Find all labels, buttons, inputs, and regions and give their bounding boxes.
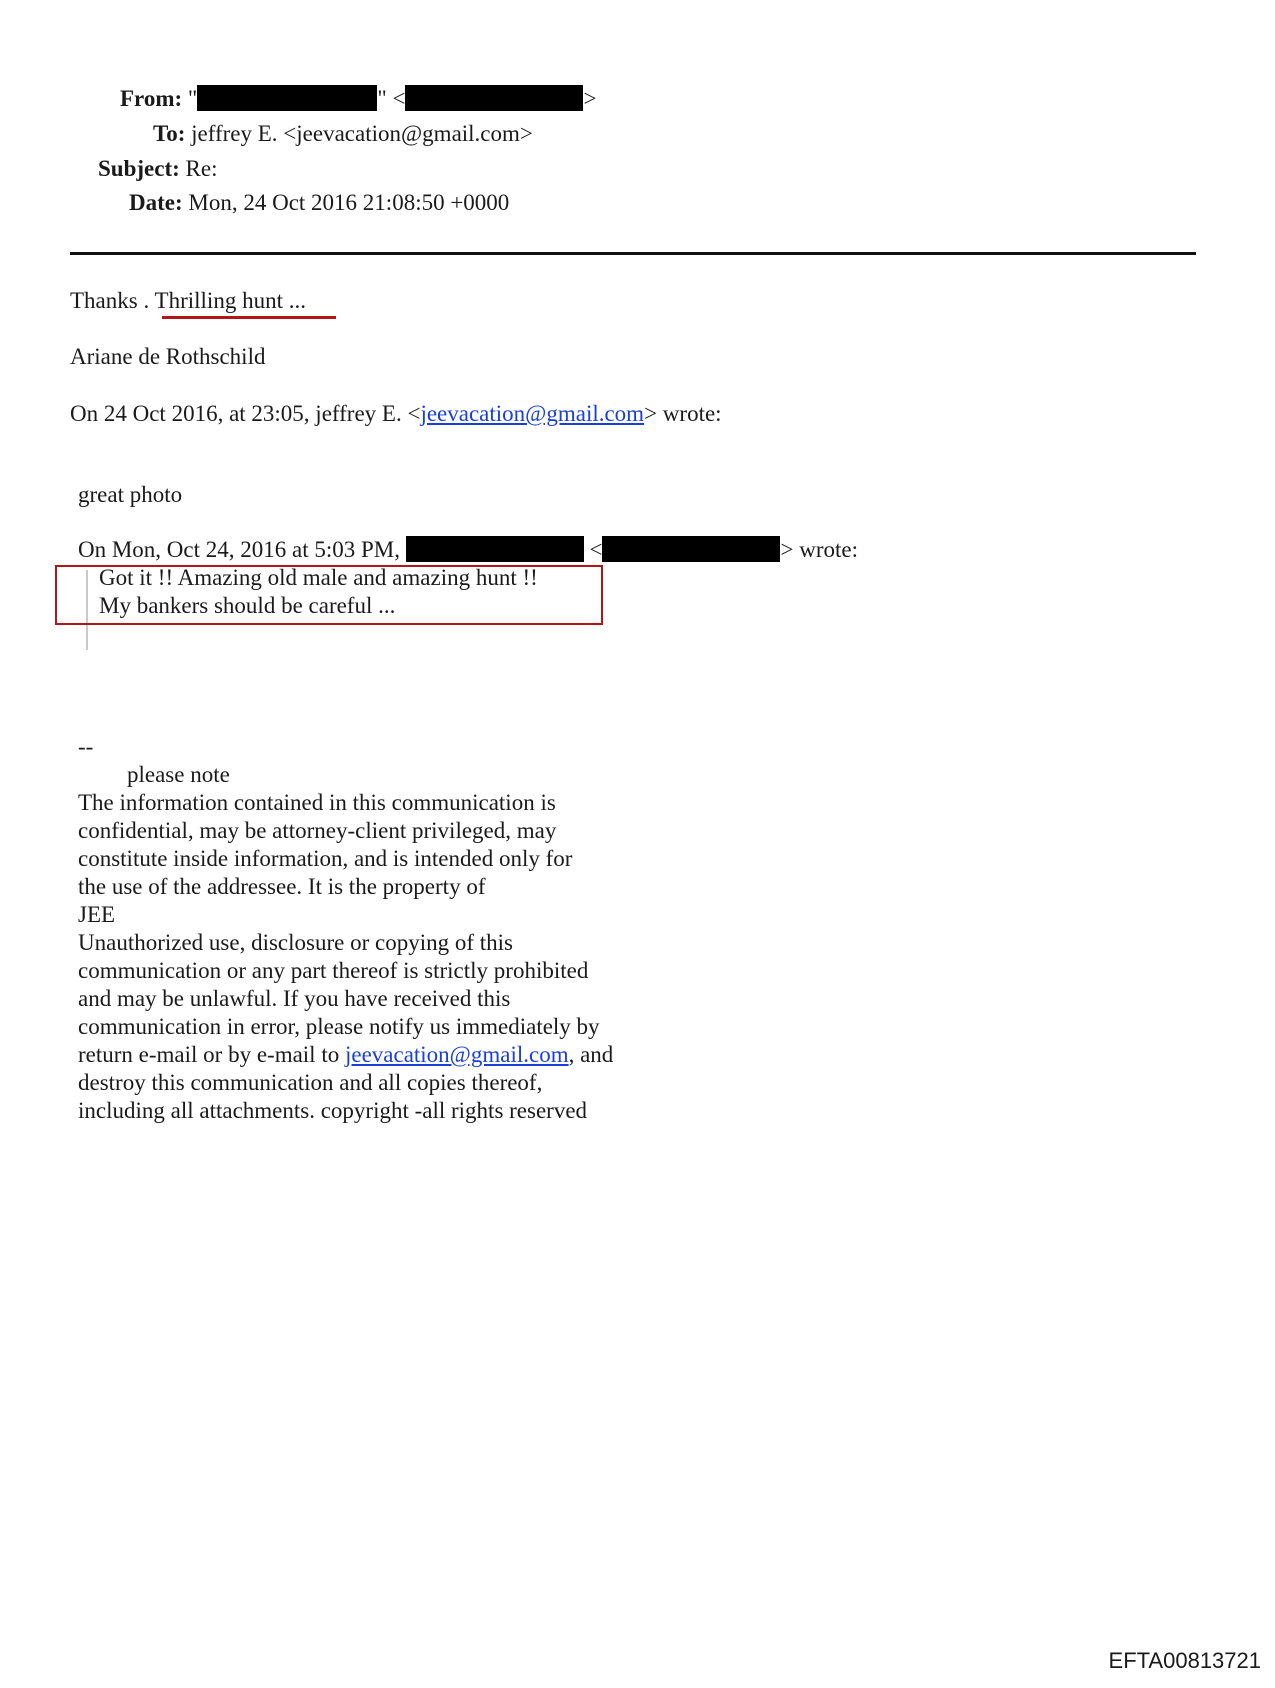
reply-line [70,287,306,315]
date-label: Date: [129,190,183,215]
disclaimer-block [78,789,613,1125]
reply-prefix: Thanks . [70,288,155,313]
attribution-1-email-link[interactable]: jeevacation@gmail.com [420,401,645,426]
attribution-2-pre: On Mon, Oct 24, 2016 at 5:03 PM, [78,537,400,562]
from-quote-close: " < [377,86,406,111]
disclaimer-line: the use of the addressee. It is the property of [78,874,486,899]
disclaimer-line: constitute inside information, and is intended only for [78,846,573,871]
disclaimer-email-link[interactable]: jeevacation@gmail.com [344,1042,569,1067]
subject-row [98,155,217,183]
redacted-sender-email [405,85,583,111]
header-divider [70,252,1196,255]
to-label: To: [153,121,186,146]
to-value: jeffrey E. <jeevacation@gmail.com> [191,121,533,146]
disclaimer-line: Unauthorized use, disclosure or copying of this [78,930,513,955]
disclaimer-line: JEE [78,902,116,927]
disclaimer-line: and may be unlawful. If you have received this [78,986,511,1011]
date-value: Mon, 24 Oct 2016 21:08:50 +0000 [188,190,510,215]
disclaimer-line: destroy this communication and all copies thereof, [78,1070,543,1095]
from-label: From: [120,86,183,111]
disclaimer-link-line [78,1041,613,1069]
quoted-reply: great photo [78,482,183,507]
from-close: > [583,86,597,111]
quoted-line-1: Got it !! Amazing old male and amazing hunt !! [99,565,538,590]
redacted-original-email [602,536,780,562]
disclaimer-line: confidential, may be attorney-client privileged, may [78,818,557,843]
subject-value: Re: [185,156,218,181]
to-row [153,120,533,148]
attribution-2-post: > wrote: [780,537,858,562]
attribution-1-post: > wrote: [644,401,722,426]
attribution-1-pre: On 24 Oct 2016, at 23:05, jeffrey E. < [70,401,421,426]
disclaimer-line: communication or any part thereof is strictly prohibited [78,958,589,983]
document-id: EFTA00813721 [1108,1648,1261,1673]
subject-label: Subject: [98,156,180,181]
signature-dashes: -- [78,734,94,759]
attribution-1 [70,400,722,428]
reply-highlight: Thrilling hunt ... [154,288,306,313]
attribution-2-mid: < [589,537,603,562]
attribution-2 [78,536,858,564]
red-underline-annotation [162,316,336,319]
red-box-annotation [55,565,603,625]
redacted-original-sender [406,536,584,562]
from-row [120,85,596,113]
quoted-line-2: My bankers should be careful ... [99,593,396,618]
date-row [129,189,509,217]
redacted-sender-name [197,85,377,111]
disclaimer-link-pre: return e-mail or by e-mail to [78,1042,345,1067]
disclaimer-line: communication in error, please notify us immediately by [78,1014,600,1039]
disclaimer-link-post: , and [568,1042,614,1067]
from-quote-open: " [187,86,198,111]
disclaimer-line: The information contained in this communication is [78,790,556,815]
signature-note: please note [127,762,230,787]
disclaimer-line: including all attachments. copyright -all rights reserved [78,1098,588,1123]
sender-name: Ariane de Rothschild [70,344,266,369]
